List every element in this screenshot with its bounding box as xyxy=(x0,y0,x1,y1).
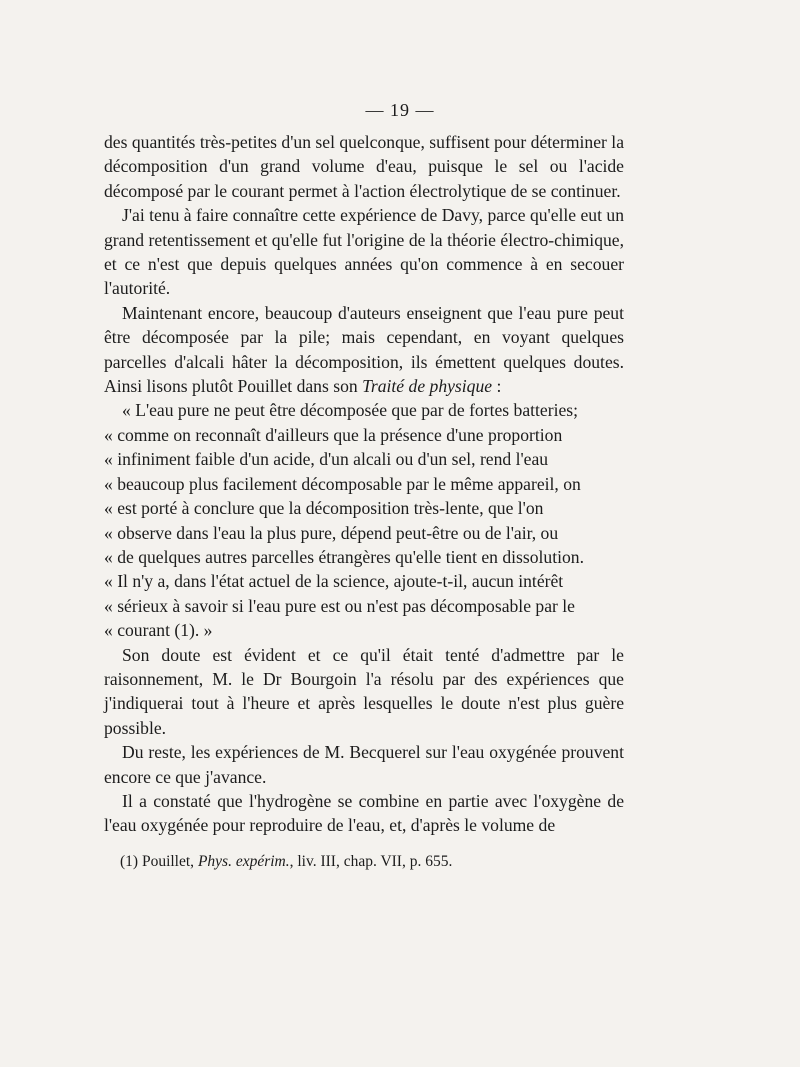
book-title: Traité de physique xyxy=(362,376,493,397)
quote-line-8: « Il n'y a, dans l'état actuel de la science, ajoute-t-il, aucun intérêt xyxy=(104,571,564,592)
quote-line-3: « infiniment faible d'un acide, d'un alcali ou d'un sel, rend l'eau xyxy=(104,449,549,470)
quote-line-4: « beaucoup plus facilement décomposable par le même appareil, on xyxy=(104,473,581,494)
footnote xyxy=(120,852,640,872)
footnote-rest: , liv. III, chap. VII, p. 655. xyxy=(289,853,453,870)
footnote-author: Pouillet, xyxy=(141,853,195,870)
quote-line-9: « sérieux à savoir si l'eau pure est ou n'est pas décomposable par le xyxy=(104,595,575,616)
paragraph-6: Il a constaté que l'hydrogène se combine en partie avec l'oxygène de l'eau oxygénée pour reproduire de l'eau, et, d'après le volume de xyxy=(104,790,624,836)
paragraph-5: Du reste, les expériences de M. Becquerel sur l'eau oxygénée prouvent encore ce que j'avance. xyxy=(104,742,624,787)
quote-line-2: « comme on reconnaît d'ailleurs que la présence d'une proportion xyxy=(104,424,563,445)
paragraph-4: Son doute est évident et ce qu'il était tenté d'admettre par le raisonnement, M. le Dr Bourgoin l'a résolu par des expériences que j'indiquerai tout à l'heure et après lesquelles le doute n'est plus guère possible. xyxy=(104,644,624,738)
quote-line-5: « est porté à conclure que la décomposition très-lente, que l'on xyxy=(104,498,544,519)
footnote-work: Phys. expérim. xyxy=(197,853,290,870)
paragraph-3 xyxy=(104,301,624,399)
quote-line-10: « courant (1). » xyxy=(104,620,213,641)
paragraph-2: J'ai tenu à faire connaître cette expérience de Davy, parce qu'elle eut un grand retentissement et qu'elle fut l'origine de la théorie électro-chimique, et ce n'est que depuis quelques années qu'on commence à en secouer l'autorité. xyxy=(104,205,624,299)
quote-line-6: « observe dans l'eau la plus pure, dépend peut-être ou de l'air, ou xyxy=(104,522,559,543)
paragraph-1: des quantités très-petites d'un sel quelconque, suffisent pour déterminer la décomposition d'un grand volume d'eau, puisque le sel ou l'acide décomposé par le courant permet à l'action électrolytique de se continuer. xyxy=(104,132,624,201)
paragraph-3-before: Maintenant encore, beaucoup d'auteurs enseignent que l'eau pure peut être décomposée par la pile; mais cependant, en voyant quelques parcelles d'alcali hâter la décomposition, ils émettent quelques doutes. Ainsi lisons plutôt Pouillet dans son xyxy=(104,302,624,397)
footnote-marker: (1) xyxy=(120,853,139,870)
paragraph-3-after: : xyxy=(492,376,502,397)
quote-line-7: « de quelques autres parcelles étrangères qu'elle tient en dissolution. xyxy=(104,546,584,567)
quote-line-1: « L'eau pure ne peut être décomposée que par de fortes batteries; xyxy=(122,400,579,421)
body-text xyxy=(104,130,624,838)
page-number: — 19 — xyxy=(365,100,435,120)
